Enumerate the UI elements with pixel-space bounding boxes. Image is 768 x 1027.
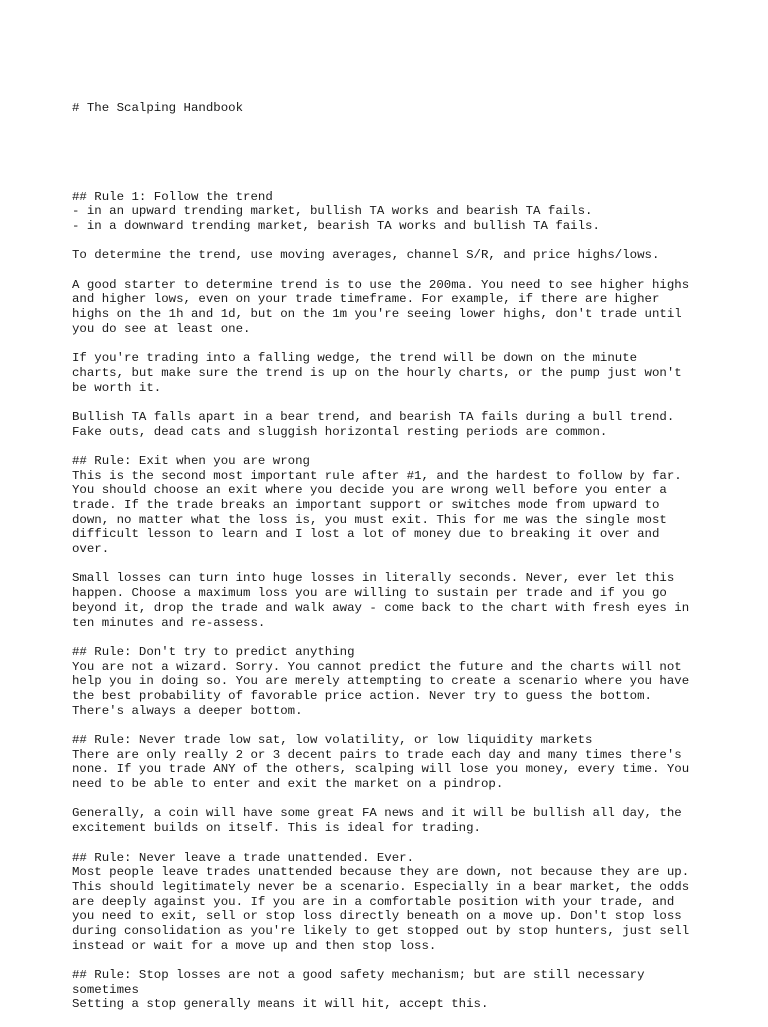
paragraph-gap [72, 792, 712, 807]
paragraph [72, 968, 712, 1012]
section-heading: ## Rule: Don't try to predict anything [72, 644, 355, 659]
paragraph-gap [72, 439, 712, 454]
paragraph [72, 248, 712, 263]
text-line: over. [72, 542, 110, 557]
paragraph-gap [72, 836, 712, 851]
text-line: There are only really 2 or 3 decent pairs to trade each day and many times there's [72, 747, 682, 762]
paragraph [72, 190, 712, 234]
paragraph-gap [72, 146, 712, 161]
text-line: If you're trading into a falling wedge, the trend will be down on the minute [72, 351, 638, 366]
text-line: the best probability of favorable price action. Never try to guess the bottom. [72, 688, 652, 703]
text-line: trade. If the trade breaks an important support or switches mode from upward to [72, 498, 660, 513]
text-line: you need to exit, sell or stop loss directly beneath on a move up. Don't stop loss [72, 909, 682, 924]
paragraph-gap [72, 557, 712, 572]
text-line: and higher lows, even on your trade timeframe. For example, if there are higher [72, 292, 660, 307]
text-line: excitement builds on itself. This is ideal for trading. [72, 821, 481, 836]
paragraph [72, 806, 712, 835]
text-line: beyond it, drop the trade and walk away - come back to the chart with fresh eyes in [72, 600, 690, 615]
text-line: happen. Choose a maximum loss you are willing to sustain per trade and if you go [72, 586, 667, 601]
paragraph-gap [72, 395, 712, 410]
document-body [72, 190, 712, 1013]
text-line: sometimes [72, 982, 139, 997]
paragraph-gap [72, 336, 712, 351]
text-line: There's always a deeper bottom. [72, 703, 303, 718]
paragraph-gap [72, 953, 712, 968]
paragraph-gap [72, 630, 712, 645]
paragraph [72, 454, 712, 557]
text-line: charts, but make sure the trend is up on the hourly charts, or the pump just won't [72, 365, 682, 380]
section-heading: ## Rule: Never trade low sat, low volatility, or low liquidity markets [72, 733, 593, 748]
paragraph [72, 733, 712, 792]
text-line: none. If you trade ANY of the others, scalping will lose you money, every time. You [72, 762, 690, 777]
text-line: Bullish TA falls apart in a bear trend, and bearish TA fails during a bull trend. [72, 409, 675, 424]
text-line: This should legitimately never be a scenario. Especially in a bear market, the odds [72, 879, 690, 894]
text-line: you do see at least one. [72, 321, 251, 336]
text-line: be worth it. [72, 380, 162, 395]
text-line: Setting a stop generally means it will hit, accept this. [72, 997, 489, 1012]
paragraph [72, 851, 712, 954]
text-line: - in an upward trending market, bullish TA works and bearish TA fails. [72, 204, 593, 219]
text-line: difficult lesson to learn and I lost a lot of money due to breaking it over and [72, 527, 660, 542]
paragraph-gap [72, 718, 712, 733]
text-line: need to be able to enter and exit the market on a pindrop. [72, 777, 504, 792]
text-line: down, no matter what the loss is, you must exit. This for me was the single most [72, 512, 667, 527]
paragraph [72, 645, 712, 718]
paragraph [72, 571, 712, 630]
section-heading: ## Rule 1: Follow the trend [72, 189, 273, 204]
document-title: # The Scalping Handbook [72, 101, 244, 116]
paragraph [72, 278, 712, 337]
text-line: - in a downward trending market, bearish TA works and bullish TA fails. [72, 218, 600, 233]
text-line: This is the second most important rule after #1, and the hardest to follow by far. [72, 468, 682, 483]
paragraph-gap [72, 263, 712, 278]
document-page [72, 72, 712, 1027]
paragraph [72, 410, 712, 439]
section-heading: ## Rule: Never leave a trade unattended. Ever. [72, 850, 415, 865]
section-heading: ## Rule: Stop losses are not a good safety mechanism; but are still necessary [72, 968, 645, 983]
text-line: are deeply against you. If you are in a comfortable position with your trade, and [72, 894, 675, 909]
section-heading: ## Rule: Exit when you are wrong [72, 453, 310, 468]
text-line: You are not a wizard. Sorry. You cannot predict the future and the charts will not [72, 659, 682, 674]
text-line: Small losses can turn into huge losses in literally seconds. Never, ever let this [72, 571, 675, 586]
text-line: ten minutes and re-assess. [72, 615, 266, 630]
text-line: To determine the trend, use moving averages, channel S/R, and price highs/lows. [72, 248, 660, 263]
paragraph [72, 351, 712, 395]
text-line: instead or wait for a move up and then stop loss. [72, 938, 437, 953]
text-line: during consolidation as you're likely to get stopped out by stop hunters, just sell [72, 923, 690, 938]
text-line: You should choose an exit where you decide you are wrong well before you enter a [72, 483, 667, 498]
text-line: Fake outs, dead cats and sluggish horizontal resting periods are common. [72, 424, 608, 439]
text-line: Generally, a coin will have some great FA news and it will be bullish all day, the [72, 806, 682, 821]
text-line: highs on the 1h and 1d, but on the 1m you're seeing lower highs, don't trade until [72, 307, 682, 322]
text-line: Most people leave trades unattended because they are down, not because they are up. [72, 865, 690, 880]
text-line: A good starter to determine trend is to use the 200ma. You need to see higher highs [72, 277, 690, 292]
text-line: help you in doing so. You are merely attempting to create a scenario where you have [72, 674, 690, 689]
paragraph-gap [72, 234, 712, 249]
